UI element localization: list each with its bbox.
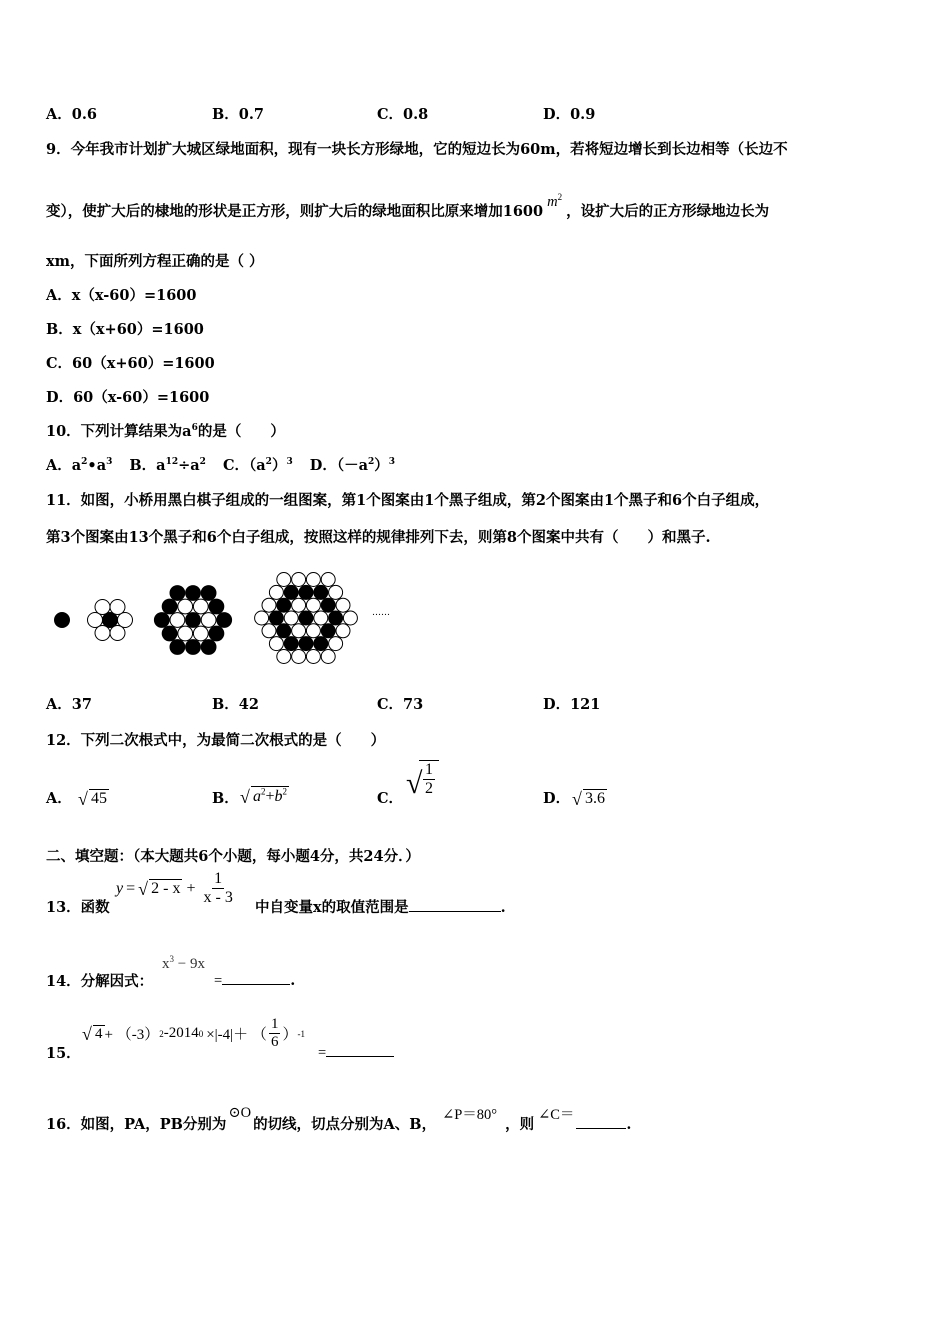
chess-piece bbox=[314, 611, 328, 625]
q9-stem-line3: xm，下面所列方程正确的是（ ） bbox=[46, 253, 264, 270]
chess-piece bbox=[336, 598, 350, 612]
chess-piece bbox=[306, 650, 320, 664]
q11-option-d: D．121 bbox=[543, 696, 601, 713]
q15-prefix: 15． bbox=[46, 1045, 81, 1062]
chess-piece bbox=[201, 586, 216, 601]
q11-option-a: A．37 bbox=[46, 696, 92, 713]
q12-option-d-label: D． bbox=[543, 790, 571, 807]
chess-piece bbox=[299, 585, 313, 599]
chess-piece bbox=[269, 585, 283, 599]
chess-piece bbox=[329, 611, 343, 625]
q12-option-d-expr: √ 3.6 bbox=[572, 789, 605, 809]
chess-piece bbox=[178, 626, 193, 641]
chess-piece bbox=[336, 624, 350, 638]
q14-prefix: 14．分解因式： bbox=[46, 973, 154, 990]
q12-option-b-expr: √ $a^2+b^2$ bbox=[240, 786, 288, 807]
chess-piece bbox=[262, 598, 276, 612]
chess-piece bbox=[299, 637, 313, 651]
q15-expression: √ 4 + （-3） 2 -2014 0 ×|-4|＋ （ $\frac{1}{6}$ ） -1 bbox=[82, 1016, 305, 1051]
chess-piece bbox=[186, 640, 201, 655]
chess-piece bbox=[162, 599, 177, 614]
chess-piece bbox=[277, 573, 291, 587]
q12-option-c-label: C． bbox=[377, 790, 404, 807]
chess-piece bbox=[277, 624, 291, 638]
q10-option-d: D．$(-a^2)^3$ bbox=[309, 457, 396, 474]
q9-option-c: C．60（x+60）=1600 bbox=[46, 355, 215, 372]
q10-stem: 10．下列计算结果为$a^6$的是（ ） bbox=[46, 423, 285, 440]
chess-piece bbox=[321, 624, 335, 638]
q9-stem-line1: 9．今年我市计划扩大城区绿地面积，现有一块长方形绿地，它的短边长为60m，若将短边增长到长边相等（长边不 bbox=[46, 141, 788, 158]
q16-stem: 16．如图，PA，PB分别为⊙O的切线，切点分别为A、B，∠P＝80°，则∠C＝. bbox=[46, 1105, 632, 1133]
q8-option-b: B．0.7 bbox=[212, 106, 264, 123]
q15-answer: = bbox=[318, 1042, 394, 1062]
chess-piece bbox=[321, 573, 335, 587]
q11-stem-line2: 第3个图案由13个黑子和6个白子组成，按照这样的规律排列下去，则第8个图案中共有（ ）和黑子. bbox=[46, 529, 711, 546]
q12-option-b-label: B． bbox=[212, 790, 239, 807]
chess-piece bbox=[162, 626, 177, 641]
section-2-heading: 二、填空题：（本大题共6个小题，每小题4分，共24分．） bbox=[46, 848, 420, 865]
chess-piece bbox=[329, 637, 343, 651]
chess-piece bbox=[321, 650, 335, 664]
q14-answer-blank[interactable] bbox=[222, 970, 290, 985]
q11-ellipsis: …… bbox=[372, 608, 390, 618]
pattern-4 bbox=[255, 573, 358, 664]
q16-answer-blank[interactable] bbox=[576, 1114, 626, 1129]
chess-piece bbox=[178, 599, 193, 614]
q16-angle-c: ∠C＝ bbox=[538, 1107, 575, 1123]
chess-piece bbox=[193, 626, 208, 641]
chess-piece bbox=[299, 611, 313, 625]
chess-piece bbox=[170, 640, 185, 655]
q16-circle-o: ⊙O bbox=[228, 1105, 252, 1121]
pattern-1 bbox=[54, 612, 70, 628]
chess-piece bbox=[292, 624, 306, 638]
q12-option-c-expr: √ $\frac{1}{2}$ bbox=[406, 760, 439, 799]
chess-piece bbox=[262, 624, 276, 638]
q12-option-a-label: A． bbox=[46, 790, 72, 807]
chess-piece bbox=[269, 611, 283, 625]
chess-piece bbox=[292, 573, 306, 587]
q10-option-b: B．$a^{12}\div a^2$ bbox=[129, 457, 206, 474]
chess-piece bbox=[277, 650, 291, 664]
chess-piece bbox=[321, 598, 335, 612]
chess-piece bbox=[269, 637, 283, 651]
q11-option-c: C．73 bbox=[377, 696, 424, 713]
q9-stem-line2-b: ，设扩大后的正方形绿地边长为 bbox=[566, 203, 770, 220]
q11-option-b: B．42 bbox=[212, 696, 259, 713]
q13-prefix: 13．函数 bbox=[46, 899, 110, 916]
q8-option-a: A．0.6 bbox=[46, 106, 97, 123]
pattern-2 bbox=[88, 600, 133, 641]
q8-option-d: D．0.9 bbox=[543, 106, 596, 123]
q12-option-a-expr: √ 45 bbox=[78, 789, 107, 809]
chess-piece bbox=[193, 599, 208, 614]
q13-suffix: 中自变量x的取值范围是 . bbox=[255, 899, 506, 916]
pattern-3 bbox=[154, 586, 231, 655]
chess-piece bbox=[343, 611, 357, 625]
chess-piece bbox=[201, 613, 216, 628]
chess-piece bbox=[170, 586, 185, 601]
q11-stem-line1: 11．如图，小桥用黑白棋子组成的一组图案，第1个图案由1个黑子组成，第2个图案由1个黑子和6个白子组成， bbox=[46, 492, 770, 509]
q14-answer: = . bbox=[214, 972, 296, 989]
q9-option-a: A．x（x-60）=1600 bbox=[46, 287, 197, 304]
q14-expression: $x^3 - 9x$ bbox=[162, 954, 205, 972]
chess-piece bbox=[306, 598, 320, 612]
chess-piece bbox=[186, 586, 201, 601]
q10-option-a: A．$a^2•a^3$ bbox=[46, 457, 113, 474]
q10-option-c: C．$(a^2)^3$ bbox=[222, 457, 293, 474]
chess-piece bbox=[186, 613, 201, 628]
chess-piece bbox=[209, 599, 224, 614]
q11-pattern-figure bbox=[40, 562, 420, 672]
chess-piece bbox=[277, 598, 291, 612]
chess-piece bbox=[154, 613, 169, 628]
chess-piece bbox=[201, 640, 216, 655]
q9-option-d: D．60（x-60）=1600 bbox=[46, 389, 210, 406]
chess-piece bbox=[209, 626, 224, 641]
chess-piece bbox=[255, 611, 269, 625]
chess-piece bbox=[170, 613, 185, 628]
q9-option-b: B．x（x+60）=1600 bbox=[46, 321, 204, 338]
q12-stem: 12．下列二次根式中，为最简二次根式的是（ ） bbox=[46, 732, 386, 749]
chess-piece bbox=[314, 585, 328, 599]
q9-unit: $m^2$ bbox=[547, 192, 563, 210]
q9-stem-line2 bbox=[46, 192, 770, 221]
chess-piece bbox=[329, 585, 343, 599]
chess-piece bbox=[284, 637, 298, 651]
q15-answer-blank[interactable] bbox=[326, 1042, 394, 1057]
chess-piece bbox=[306, 624, 320, 638]
q10-options bbox=[46, 454, 395, 475]
q9-stem-line2-a: 变），使扩大后的棣地的形状是正方形，则扩大后的绿地面积比原来增加1600 bbox=[46, 203, 544, 220]
q13-function-expr: y = √ 2 - x + $\frac{1}{x - 3}$ bbox=[116, 870, 233, 907]
chess-piece bbox=[217, 613, 232, 628]
q13-answer-blank[interactable] bbox=[409, 897, 501, 912]
chess-piece bbox=[292, 598, 306, 612]
q16-angle-p: ∠P＝80° bbox=[442, 1107, 498, 1123]
chess-piece bbox=[292, 650, 306, 664]
chess-piece bbox=[306, 573, 320, 587]
chess-piece bbox=[284, 585, 298, 599]
q8-option-c: C．0.8 bbox=[377, 106, 429, 123]
chess-piece bbox=[284, 611, 298, 625]
chess-piece bbox=[314, 637, 328, 651]
